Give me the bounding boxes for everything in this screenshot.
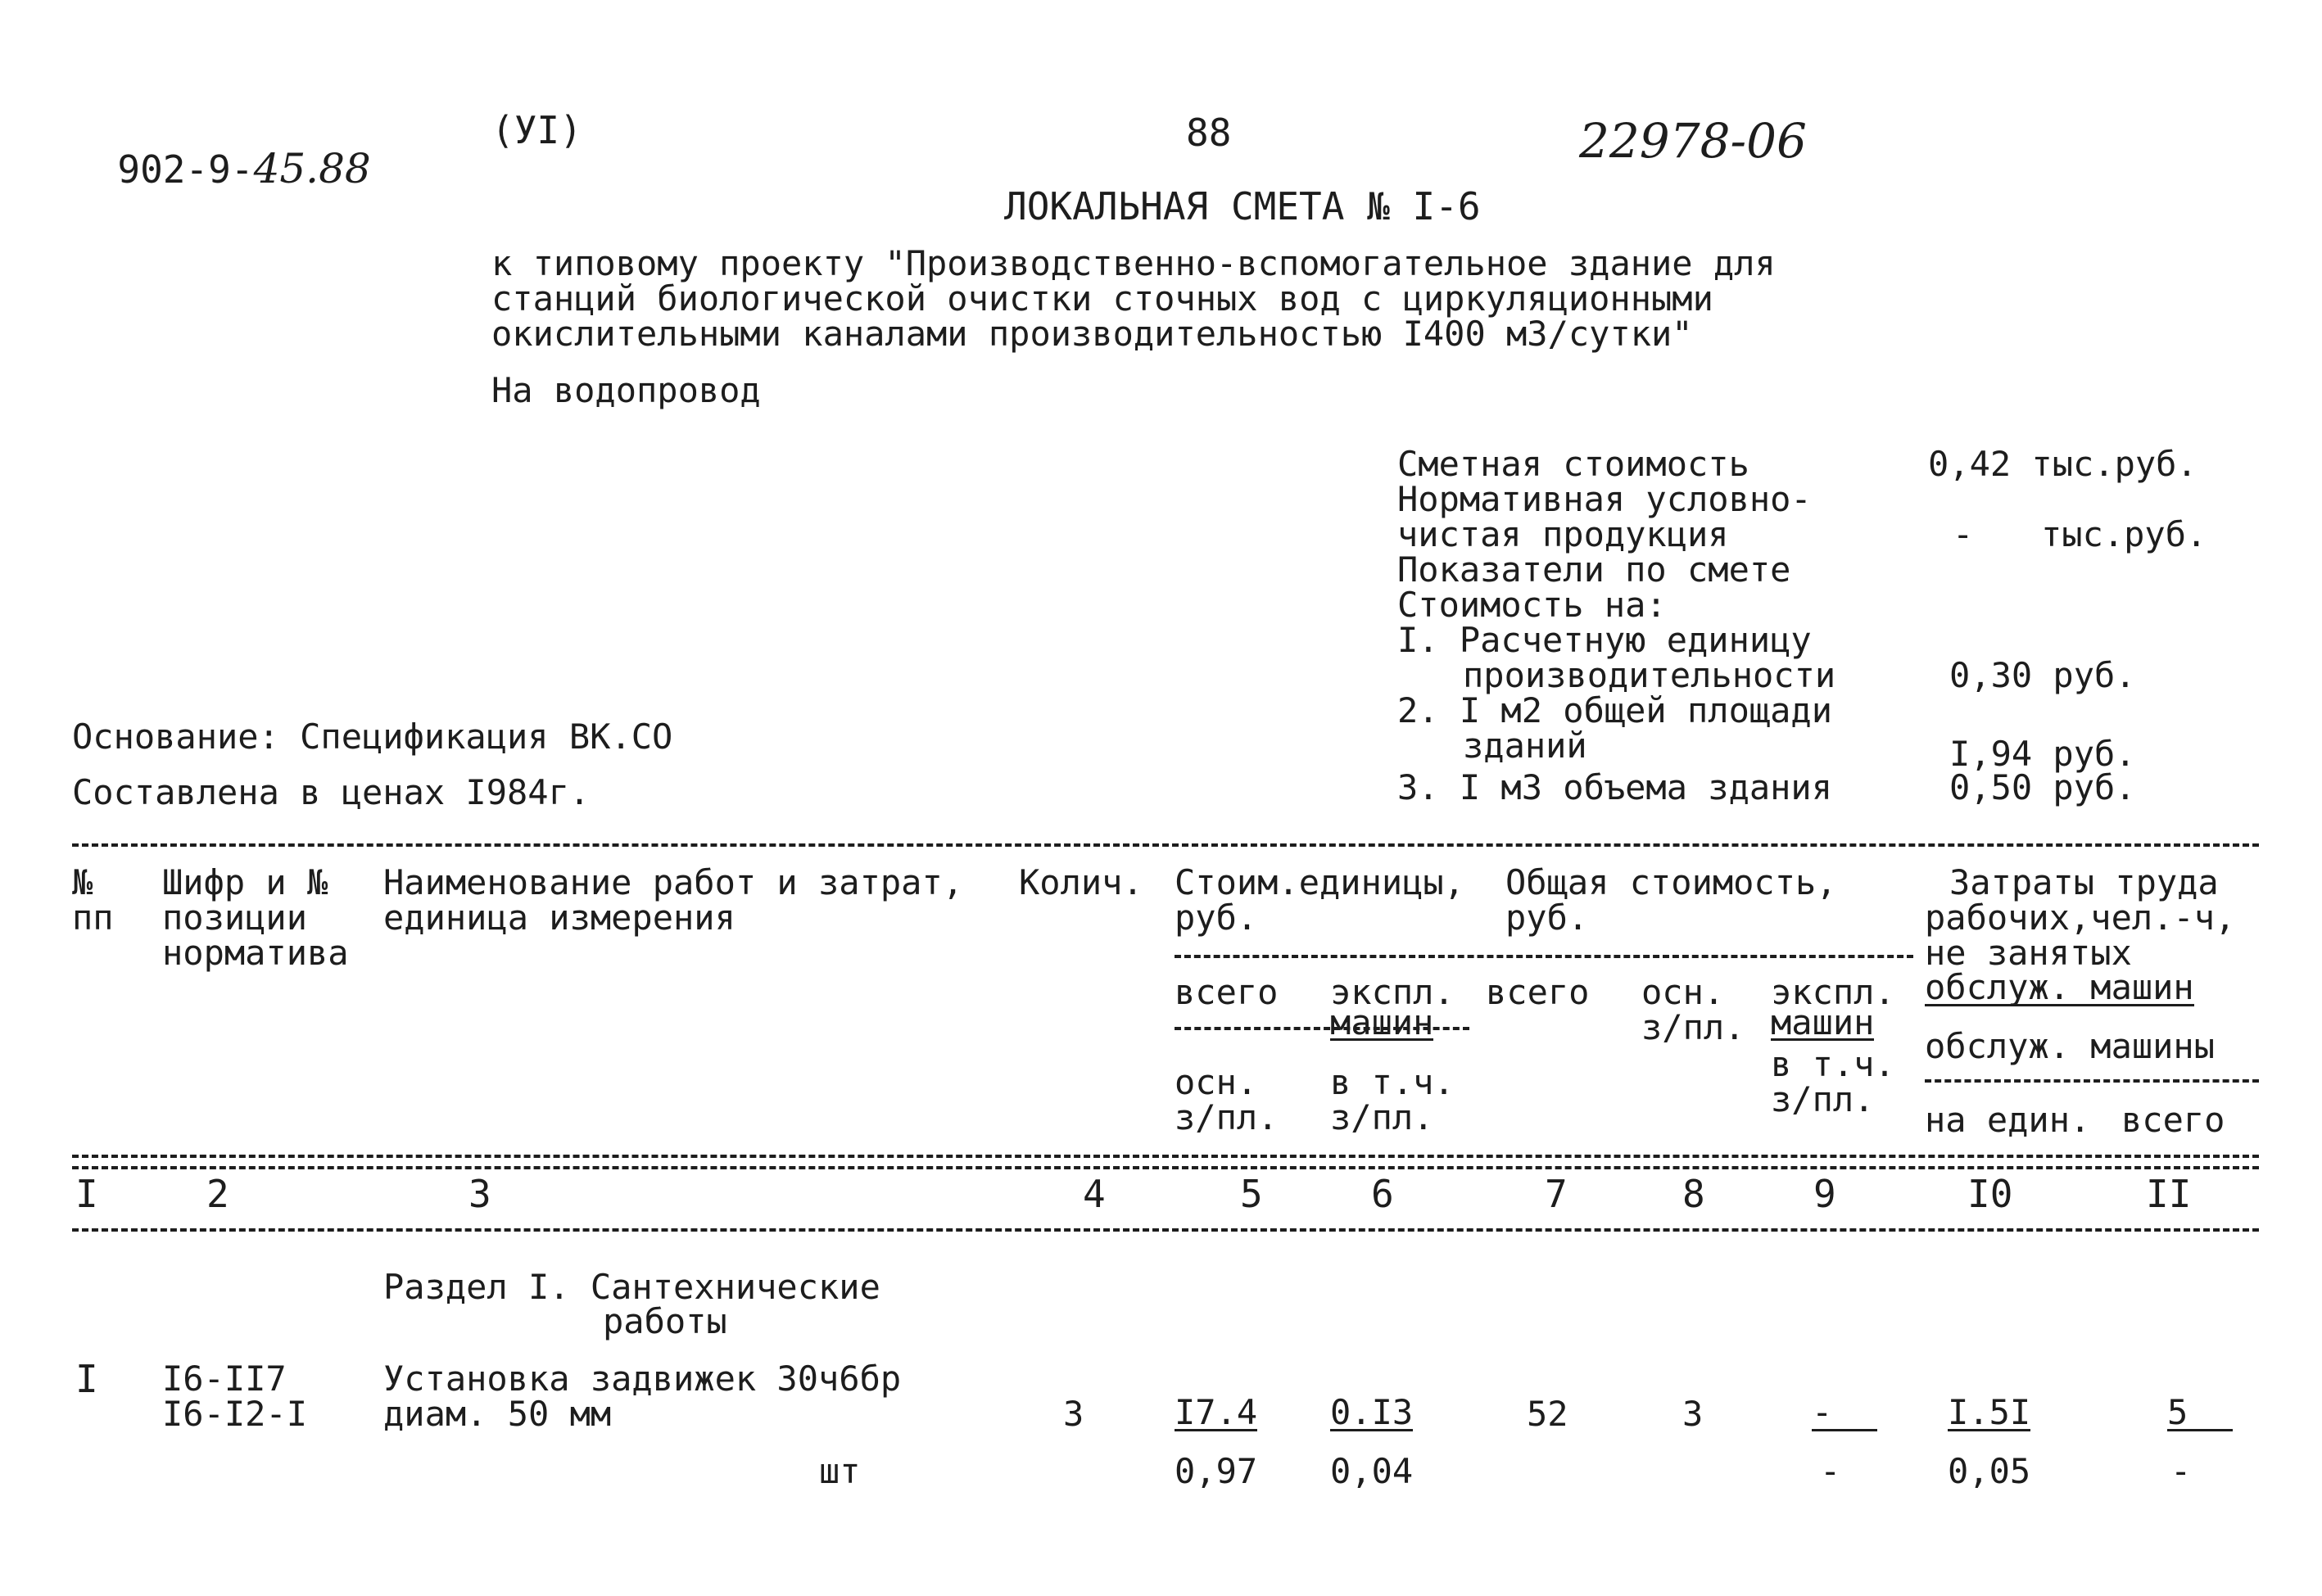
- col-header-code-1: Шифр и №: [162, 862, 328, 902]
- row-name-1: Установка задвижек 30ч6бр: [383, 1359, 902, 1399]
- volume-label: (УI): [491, 108, 582, 152]
- row-quantity: 3: [1063, 1394, 1084, 1434]
- indicators-label: Показатели по смете: [1397, 549, 1791, 590]
- col-number-2: 2: [206, 1172, 229, 1216]
- col-header-qty: Колич.: [1019, 862, 1143, 902]
- row-total-included: -: [1820, 1451, 1841, 1491]
- document-code-printed: 902-9-: [117, 147, 254, 192]
- estimated-cost-label: Сметная стоимость: [1397, 444, 1749, 484]
- col-header-total-2: руб.: [1505, 897, 1589, 938]
- row-labor-total-2: -: [2170, 1451, 2192, 1491]
- col-header-unitcost-2: руб.: [1175, 897, 1258, 938]
- colnum-bottom-rule: [72, 1228, 2259, 1232]
- npp-label-2: чистая продукция: [1397, 514, 1729, 554]
- col-header-code-3: норматива: [162, 933, 349, 973]
- col-number-7: 7: [1545, 1172, 1568, 1216]
- row-code-1: I6-II7: [162, 1359, 287, 1399]
- indicator-2-line-1: 2. I м2 общей площади: [1397, 690, 1833, 730]
- row-unitcost-machines: 0.I3: [1330, 1392, 1414, 1432]
- col-header-uc-incl-2: з/пл.: [1330, 1097, 1434, 1137]
- prices-line: Составлена в ценах I984г.: [72, 772, 591, 812]
- project-line-1: к типовому проекту "Производственно-вспомогательное здание для: [491, 243, 1776, 283]
- npp-label-1: Нормативная условно-: [1397, 479, 1812, 519]
- project-line-2: станций биологической очистки сточных вод с циркуляционными: [491, 278, 1713, 319]
- col-header-unitcost-1: Стоим.единицы,: [1175, 862, 1465, 902]
- col-header-labor-5: обслуж. машины: [1925, 1026, 2216, 1066]
- row-total-base: 3: [1682, 1394, 1704, 1434]
- project-line-3: окислительными каналами производительностью I400 м3/сутки": [491, 314, 1693, 354]
- cost-on-label: Стоимость на:: [1397, 585, 1667, 625]
- row-code-2: I6-I2-I: [162, 1394, 308, 1434]
- col-header-t-mach-2: машин: [1771, 1002, 1875, 1042]
- col-number-5: 5: [1240, 1172, 1263, 1216]
- col-header-t-base-1: осн.: [1641, 972, 1725, 1012]
- col-header-t-base-2: з/пл.: [1641, 1007, 1745, 1047]
- col-header-num-2: пп: [72, 897, 114, 938]
- indicator-1-line-2: производительности: [1463, 655, 1836, 695]
- npp-unit: тыс.руб.: [2041, 514, 2207, 554]
- table-top-rule: [72, 843, 2259, 847]
- npp-dash: -: [1953, 514, 1974, 554]
- row-name-2: диам. 50 мм: [383, 1394, 612, 1434]
- col-header-uc-incl-1: в т.ч.: [1330, 1062, 1455, 1102]
- row-total: 52: [1527, 1394, 1568, 1434]
- row-unitcost-included: 0,04: [1330, 1451, 1414, 1491]
- estimated-cost-value: 0,42 тыс.руб.: [1928, 444, 2198, 484]
- section-title-2: работы: [603, 1301, 727, 1341]
- row-labor-unit-2: 0,05: [1948, 1451, 2031, 1491]
- stamp-number: 22978-06: [1579, 113, 1807, 169]
- basis-line: Основание: Спецификация ВК.СО: [72, 717, 673, 757]
- col-header-t-mach-1: экспл.: [1771, 972, 1895, 1012]
- row-number: I: [75, 1357, 98, 1401]
- col-number-6: 6: [1371, 1172, 1394, 1216]
- header-bottom-rule: [72, 1155, 2259, 1158]
- indicator-1-line-1: I. Расчетную единицу: [1397, 620, 1812, 660]
- col-header-uc-mach-2: машин: [1330, 1002, 1434, 1042]
- col-header-uc-base-1: осн.: [1175, 1062, 1258, 1102]
- estimate-subject: На водопровод: [491, 370, 761, 410]
- col-number-9: 9: [1813, 1172, 1836, 1216]
- page-title: ЛОКАЛЬНАЯ СМЕТА № I-6: [1004, 184, 1481, 228]
- col-header-uc-base-2: з/пл.: [1175, 1097, 1279, 1137]
- col-number-1: I: [75, 1172, 98, 1216]
- row-unit: шт: [819, 1451, 861, 1491]
- col-number-3: 3: [468, 1172, 491, 1216]
- col-header-labor-unit: на един.: [1925, 1100, 2091, 1140]
- indicator-1-value: 0,30 руб.: [1949, 655, 2136, 695]
- row-labor-unit: I.5I: [1948, 1392, 2031, 1432]
- page-number: 88: [1186, 111, 1232, 155]
- col-header-num-1: №: [72, 862, 93, 902]
- col-header-code-2: позиции: [162, 897, 308, 938]
- col-number-8: 8: [1682, 1172, 1705, 1216]
- col-header-uc-mach-1: экспл.: [1330, 972, 1455, 1012]
- document-code: [72, 115, 371, 192]
- col-number-11: II: [2146, 1172, 2192, 1216]
- col-header-t-incl-2: з/пл.: [1771, 1079, 1875, 1119]
- indicator-3-value: 0,50 руб.: [1949, 767, 2136, 807]
- indicator-3-line-1: 3. I м3 объема здания: [1397, 767, 1833, 807]
- header-sub-rule: [1175, 955, 1913, 958]
- row-unitcost-base: 0,97: [1175, 1451, 1258, 1491]
- col-header-total-1: Общая стоимость,: [1505, 862, 1837, 902]
- row-unitcost-total: I7.4: [1175, 1392, 1258, 1432]
- col-header-labor-3: не занятых: [1925, 933, 2132, 973]
- col-header-labor-4: обслуж. машин: [1925, 967, 2194, 1007]
- labor-sub-rule: [1925, 1079, 2259, 1083]
- row-labor-total: 5: [2167, 1396, 2233, 1431]
- colnum-top-rule: [72, 1166, 2259, 1169]
- indicator-2-line-2: зданий: [1463, 726, 1587, 766]
- col-number-4: 4: [1083, 1172, 1106, 1216]
- section-title-1: Раздел I. Сантехнические: [383, 1267, 880, 1307]
- col-header-labor-total: всего: [2121, 1100, 2225, 1140]
- col-header-uc-total: всего: [1175, 972, 1279, 1012]
- col-header-name-2: единица измерения: [383, 897, 736, 938]
- row-total-machines: -: [1812, 1396, 1877, 1431]
- col-header-labor-1: Затраты труда: [1949, 862, 2219, 902]
- col-header-name-1: Наименование работ и затрат,: [383, 862, 964, 902]
- col-header-t-total: всего: [1486, 972, 1590, 1012]
- document-code-handwritten: 45.88: [253, 145, 371, 192]
- col-header-t-incl-1: в т.ч.: [1771, 1044, 1895, 1084]
- col-header-labor-2: рабочих,чел.-ч,: [1925, 897, 2236, 938]
- col-number-10: I0: [1967, 1172, 2013, 1216]
- indicator-2-value: I,94 руб.: [1949, 734, 2136, 774]
